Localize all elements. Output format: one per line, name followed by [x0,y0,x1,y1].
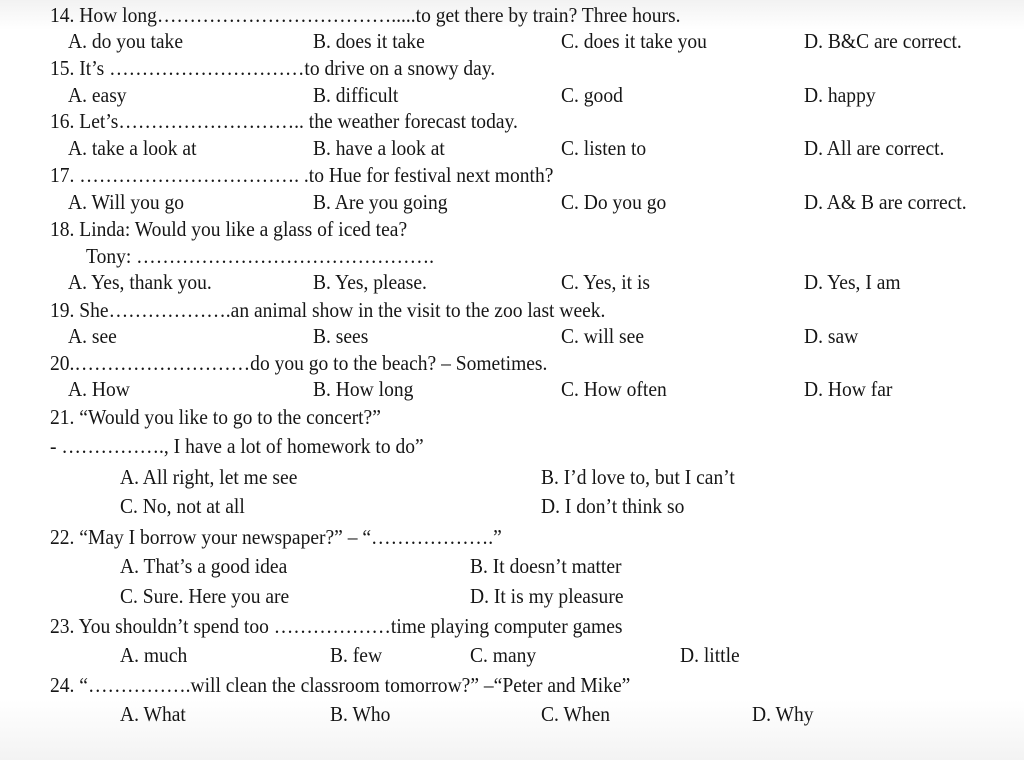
question-17-option-b: B. Are you going [313,190,448,214]
question-22-option-c: C. Sure. Here you are [120,584,290,608]
question-24-option-d: D. Why [752,702,814,726]
question-23-stem: 23. You shouldn’t spend too ………………time playing computer games [50,614,623,638]
question-19-stem: 19. She……………….an animal show in the visit to the zoo last week. [50,298,606,322]
question-16-option-a: A. take a look at [68,136,197,160]
question-24-stem: 24. “…………….will clean the classroom tomorrow?” –“Peter and Mike” [50,673,631,697]
question-24-option-c: C. When [541,702,611,726]
question-15-stem: 15. It’s …………………………to drive on a snowy day. [50,56,496,80]
question-14-option-d: D. B&C are correct. [804,29,962,53]
question-14-stem: 14. How long……………………………….....to get there by train? Three hours. [50,3,681,27]
question-18-response-line: Tony: ………………………………………. [86,244,435,268]
question-17-stem: 17. ……………………………. .to Hue for festival next month? [50,163,554,187]
question-21-option-b: B. I’d love to, but I can’t [541,465,735,489]
question-14-option-b: B. does it take [313,29,425,53]
question-22-option-b: B. It doesn’t matter [470,554,622,578]
question-19-option-c: C. will see [561,324,645,348]
question-20-option-d: D. How far [804,377,893,401]
question-21-option-a: A. All right, let me see [120,465,298,489]
question-18-option-a: A. Yes, thank you. [68,270,212,294]
question-22-option-a: A. That’s a good idea [120,554,288,578]
question-23-option-c: C. many [470,643,537,667]
question-15-option-a: A. easy [68,83,127,107]
question-23-option-a: A. much [120,643,188,667]
question-19-option-a: A. see [68,324,117,348]
question-18-stem: 18. Linda: Would you like a glass of iced tea? [50,217,408,241]
question-21-response-line: - ……………., I have a lot of homework to do” [50,434,424,458]
question-23-option-b: B. few [330,643,383,667]
question-19-option-d: D. saw [804,324,859,348]
question-20-option-a: A. How [68,377,130,401]
question-22-option-d: D. It is my pleasure [470,584,624,608]
question-20-option-b: B. How long [313,377,414,401]
question-22-stem: 22. “May I borrow your newspaper?” – “……………….” [50,525,502,549]
question-20-stem: 20.………………………do you go to the beach? – Sometimes. [50,351,548,375]
question-19-option-b: B. sees [313,324,369,348]
question-21-stem: 21. “Would you like to go to the concert?” [50,405,381,429]
question-24-option-a: A. What [120,702,186,726]
question-16-stem: 16. Let’s……………………….. the weather forecast today. [50,109,518,133]
question-15-option-b: B. difficult [313,83,399,107]
question-18-option-d: D. Yes, I am [804,270,901,294]
question-16-option-b: B. have a look at [313,136,445,160]
question-15-option-d: D. happy [804,83,876,107]
question-16-option-c: C. listen to [561,136,647,160]
question-20-option-c: C. How often [561,377,667,401]
question-18-option-b: B. Yes, please. [313,270,427,294]
question-21-option-d: D. I don’t think so [541,494,685,518]
question-18-option-c: C. Yes, it is [561,270,651,294]
question-14-option-a: A. do you take [68,29,184,53]
question-16-option-d: D. All are correct. [804,136,945,160]
question-24-option-b: B. Who [330,702,391,726]
question-17-option-d: D. A& B are correct. [804,190,967,214]
question-17-option-a: A. Will you go [68,190,185,214]
question-14-option-c: C. does it take you [561,29,707,53]
question-17-option-c: C. Do you go [561,190,667,214]
question-15-option-c: C. good [561,83,623,107]
question-21-option-c: C. No, not at all [120,494,245,518]
question-23-option-d: D. little [680,643,740,667]
